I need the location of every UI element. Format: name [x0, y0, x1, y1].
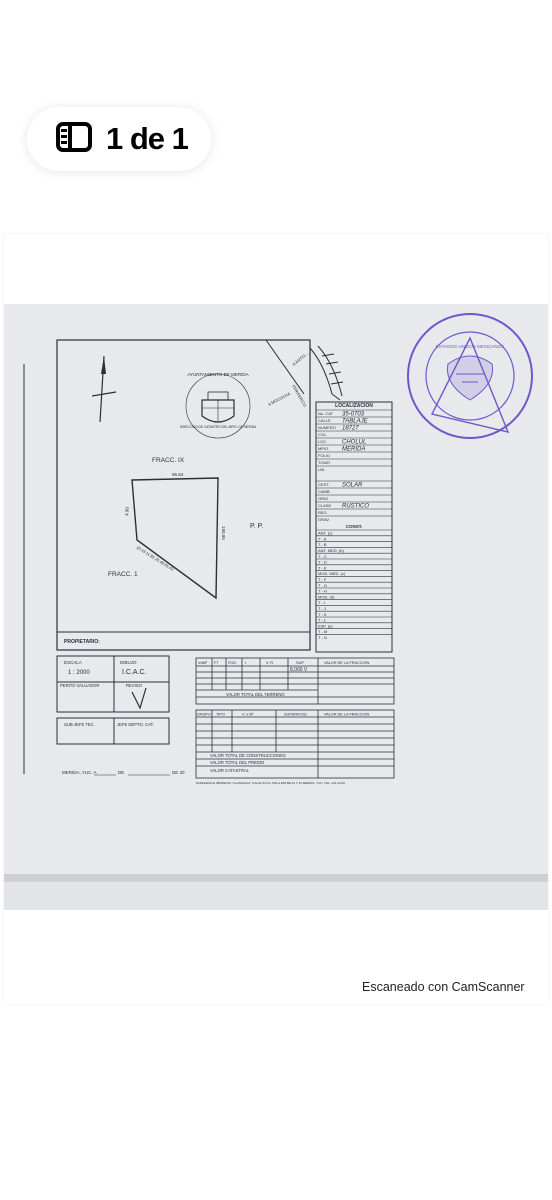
- page-indicator[interactable]: [27, 107, 211, 171]
- plot-label-pp: P. P.: [250, 523, 264, 530]
- loc-field-label: CALLE: [318, 418, 331, 423]
- valor-catastral: VALOR CATASTRAL: [210, 768, 250, 773]
- loc-field-label: FOLIO: [318, 453, 331, 458]
- const-row-label: T - A: [318, 536, 327, 542]
- loc-field-value: MERIDA: [342, 446, 366, 453]
- seal-header: AYUNTAMIENTO DE MERIDA: [187, 372, 249, 377]
- const-row-label: T - N: [318, 635, 327, 640]
- loc-field-label: TOMO: [318, 460, 330, 465]
- const-row-label: MOD. MED. (c): [318, 571, 346, 577]
- loc-field-value: CHOLUL: [342, 439, 367, 446]
- construcciones-header-cell: SUPERFICIE: [284, 712, 307, 717]
- loc-field-value: TABLAJE: [342, 418, 368, 425]
- de20-label: DE 20: [172, 770, 185, 775]
- const-row-label: T - B: [318, 542, 327, 548]
- const-row-label: ANT. MED. (b): [318, 548, 344, 553]
- loc-field-label: LIB.: [318, 467, 326, 472]
- construcciones-header-cell: V. x M²: [242, 712, 254, 717]
- loc-field-label: MPIO.: [318, 446, 330, 451]
- cest-field-label: ORIG.: [318, 496, 330, 501]
- page-counter: 1 de 1: [106, 121, 188, 156]
- const-row-label: T - I: [318, 600, 326, 606]
- cest-field-label: GRAV.: [318, 517, 330, 522]
- terreno-header-cell: FT: [214, 661, 219, 665]
- const-row-label: T - G: [318, 582, 328, 588]
- loc-field-label: NUMERO: [318, 425, 336, 430]
- dibujo-label: DIBUJO: [120, 660, 137, 665]
- loc-field-label: LOC.: [318, 439, 328, 444]
- cest-field-label: REG.: [318, 510, 328, 515]
- notary-seal-inner: ESTADOS UNIDOS MEXICANOS: [435, 344, 505, 349]
- road-lines: [266, 340, 343, 400]
- camscanner-watermark: Escaneado con CamScanner: [362, 980, 525, 994]
- scanned-document[interactable]: [4, 304, 548, 910]
- loc-field-value: 35-0703: [342, 411, 365, 418]
- construcciones-header-cell: TIPO: [216, 712, 225, 717]
- localizacion-title: LOCALIZACION: [335, 403, 373, 409]
- terreno-header-cell: SUP.: [296, 661, 305, 665]
- subjefe-label: SUB-JEFE TEC.: [64, 722, 95, 727]
- terreno-header-cell: FDO: [228, 661, 237, 665]
- jefe-label: JEFE DEPTO. CAT.: [117, 722, 154, 727]
- total-const: VALOR TOTAL DE CONSTRUCCIONES: [210, 753, 286, 758]
- cest-field-label: CEST.: [318, 482, 330, 487]
- loc-field-label: No. CAT: [318, 411, 334, 416]
- parcel-polygon: [132, 478, 218, 598]
- escala-value: 1 : 2000: [68, 670, 90, 676]
- loc-field-value: 18727: [342, 425, 359, 432]
- const-row-label: T - C: [318, 553, 327, 559]
- const-row-label: T - H: [318, 588, 327, 594]
- construcciones-header-cell: VALOR DE LA FRACCION: [324, 712, 370, 717]
- reviso-label: REVISO: [126, 683, 142, 688]
- const-row-label: ANT. (c): [318, 530, 333, 536]
- seal-subheader: DIRECCION DE CATASTRO DEL MPIO. DE MERIDA: [179, 425, 257, 429]
- road-label-periferico: PERIFERICO: [291, 384, 308, 408]
- perito-label: PERITO VALUADOR: [60, 683, 100, 688]
- map-frame: [57, 340, 310, 650]
- const-row-label: T - M: [318, 629, 328, 635]
- pages-icon: [56, 122, 92, 157]
- terreno-headers: [198, 661, 370, 665]
- cest-field-label: CLASE: [318, 503, 332, 508]
- plot-label-1: FRACC. 1: [108, 571, 138, 578]
- propietario-label: PROPIETARIO:: [64, 639, 100, 645]
- printer-line: PAPELERIA E IMPRENTA "LA AMAGUA" CALLE 54 No. 502-A ENTRE 61 Y 63 MERIDA, YUC. TEL. 224-24-50: [196, 781, 345, 785]
- total-predio: VALOR TOTAL DEL PREDIO: [210, 760, 265, 765]
- const-row-label: T - D: [318, 559, 327, 565]
- construcciones-headers: [197, 713, 370, 717]
- terreno-total: VALOR TOTAL DEL TERRENO: [226, 692, 285, 697]
- terreno-sup: 8,000 V: [290, 667, 308, 673]
- north-arrow-icon: [92, 356, 116, 422]
- notary-stamp: [408, 314, 532, 438]
- const-row-label: T - L: [318, 617, 327, 623]
- const-row-label: T - E: [318, 565, 327, 571]
- plot-label-ix: FRACC. IX: [152, 457, 185, 464]
- escala-label: ESCALA: [64, 660, 82, 665]
- terreno-header-cell: VdM²: [198, 661, 208, 665]
- cest-field-value: SOLAR: [342, 482, 363, 489]
- road-label-c: A ANTIG...: [291, 350, 310, 367]
- terreno-header-cell: I: [245, 661, 247, 665]
- reviso-signature: [132, 688, 146, 708]
- dibujo-value: I.C.A.C.: [122, 669, 147, 676]
- terreno-header-cell: V. R.: [266, 661, 275, 665]
- const-row-label: T - K: [318, 611, 327, 617]
- de-label: DE: [118, 770, 125, 775]
- const-row-label: T - F: [318, 577, 327, 582]
- dim-top: 96.84: [172, 472, 184, 477]
- const-row-label: MOD. (d): [318, 594, 335, 600]
- terreno-header-cell: VALOR DE LA FRACCION: [324, 661, 370, 665]
- const-row-label: ESP. (e): [318, 623, 333, 629]
- dim-right: 190.95: [221, 526, 226, 540]
- road-label-top: A MOCOCHA: [267, 390, 292, 407]
- cest-field-value: RUSTICO: [342, 503, 369, 510]
- loc-field-label: COL.: [318, 432, 328, 437]
- construcciones-header-cell: GRUPO: [197, 712, 211, 717]
- dim-left: 4.90: [124, 506, 130, 517]
- cest-field-label: CAMB.: [318, 489, 331, 494]
- localizacion-rows: [316, 410, 392, 640]
- dim-bottom: 10.43 11.85 25.48 65.43: [135, 544, 175, 572]
- const-row-label: T - J: [318, 606, 326, 611]
- const-title: CONST.: [345, 524, 363, 529]
- merida-label: MERIDA, YUC. A: [62, 770, 97, 775]
